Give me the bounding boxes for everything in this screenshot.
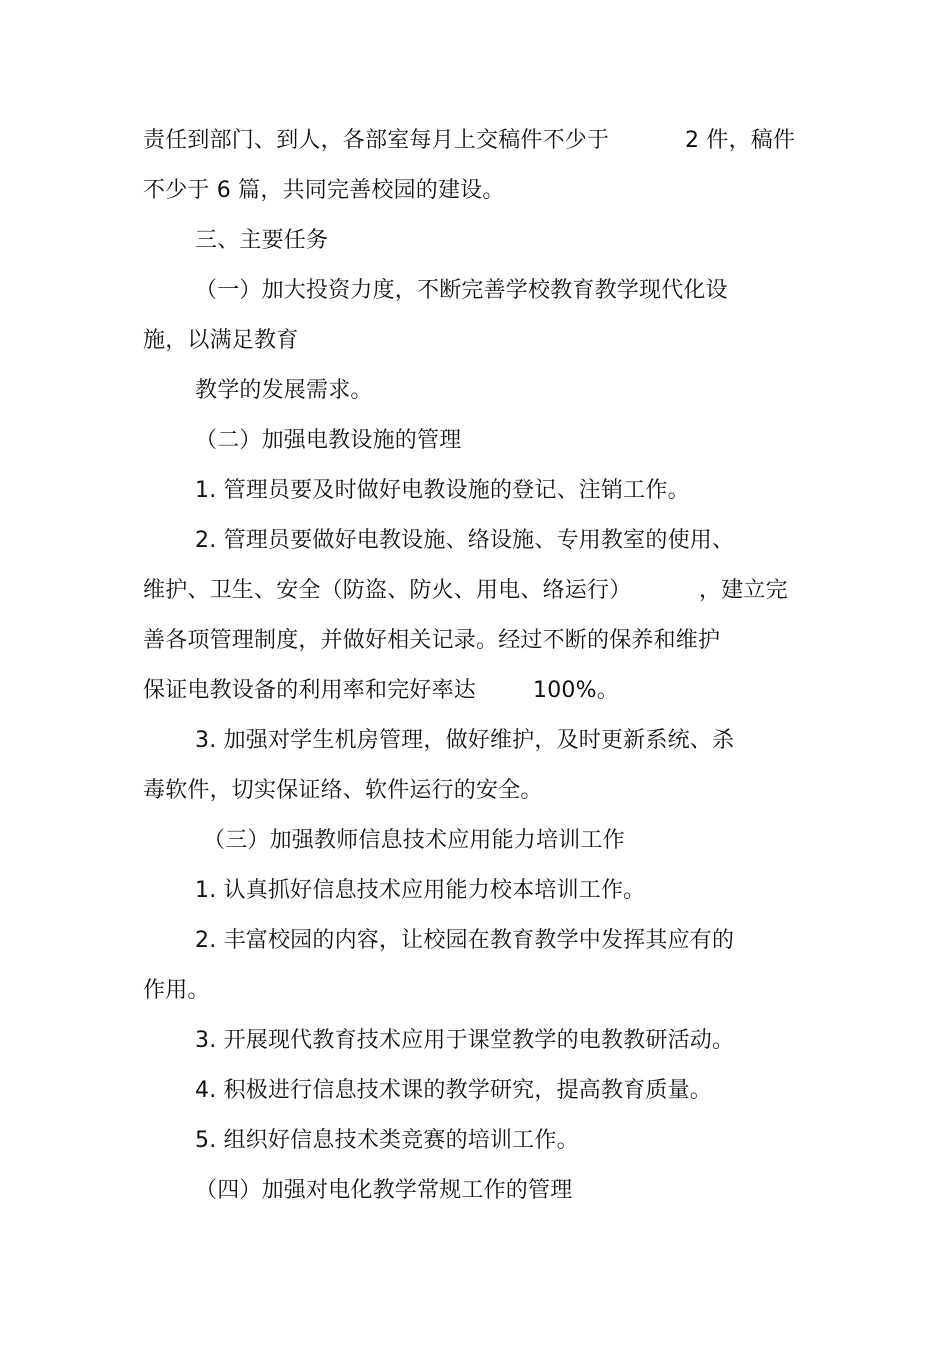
text-segment: 毒软件，切实保证络、软件运行的安全。 [143,778,543,803]
text-segment: 3. 开展现代教育技术应用于课堂教学的电教教研活动。 [195,1028,735,1053]
text-segment: 1. 管理员要及时做好电教设施的登记、注销工作。 [195,478,690,503]
list-item [195,476,690,506]
text-segment: 作用。 [143,978,210,1003]
text-segment: 三、主要任务 [195,228,329,253]
text-segment: 3. 加强对学生机房管理，做好维护，及时更新系统、杀 [195,728,735,753]
text-segment: 4. 积极进行信息技术课的教学研究，提高教育质量。 [195,1078,712,1103]
subsection-heading [203,826,625,856]
subsection-heading [195,426,461,456]
text-segment: 2 件，稿件 [685,128,796,153]
text-segment: 2. 丰富校园的内容，让校园在教育教学中发挥其应有的 [195,928,735,953]
list-item [195,1026,734,1056]
text-segment: 教学的发展需求。 [195,378,373,403]
text-segment: （一）加大投资力度，不断完善学校教育教学现代化设 [195,278,728,303]
text-line [143,776,543,806]
text-segment: 保证电教设备的利用率和完好率达 [143,678,477,703]
list-item [195,1076,712,1106]
text-segment: 责任到部门、到人，各部室每月上交稿件不少于 [143,128,610,153]
text-segment: 善各项管理制度，并做好相关记录。经过不断的保养和维护 [143,628,721,653]
text-segment: （四）加强对电化教学常规工作的管理 [195,1178,573,1203]
subsection-heading [195,276,728,306]
text-segment: 维护、卫生、安全（防盗、防火、用电、络运行） [143,578,632,603]
text-segment: 施，以满足教育 [143,328,299,353]
text-segment: ，建立完 [699,578,788,603]
list-item [195,526,734,556]
text-segment: 2. 管理员要做好电教设施、络设施、专用教室的使用、 [195,528,735,553]
list-item [195,926,734,956]
text-line [143,626,720,656]
text-line [143,976,210,1006]
text-line [143,176,505,206]
text-line [195,376,373,406]
text-line [143,326,298,356]
section-heading [195,226,328,256]
text-segment: 100%。 [533,678,619,703]
text-segment: 不少于 6 篇，共同完善校园的建设。 [143,178,505,203]
subsection-heading [195,1176,572,1206]
list-item [195,1126,579,1156]
list-item [195,726,734,756]
text-segment: 5. 组织好信息技术类竞赛的培训工作。 [195,1128,579,1153]
list-item [195,876,645,906]
text-segment: （二）加强电教设施的管理 [195,428,462,453]
text-segment: 1. 认真抓好信息技术应用能力校本培训工作。 [195,878,646,903]
text-segment: （三）加强教师信息技术应用能力培训工作 [203,828,625,853]
